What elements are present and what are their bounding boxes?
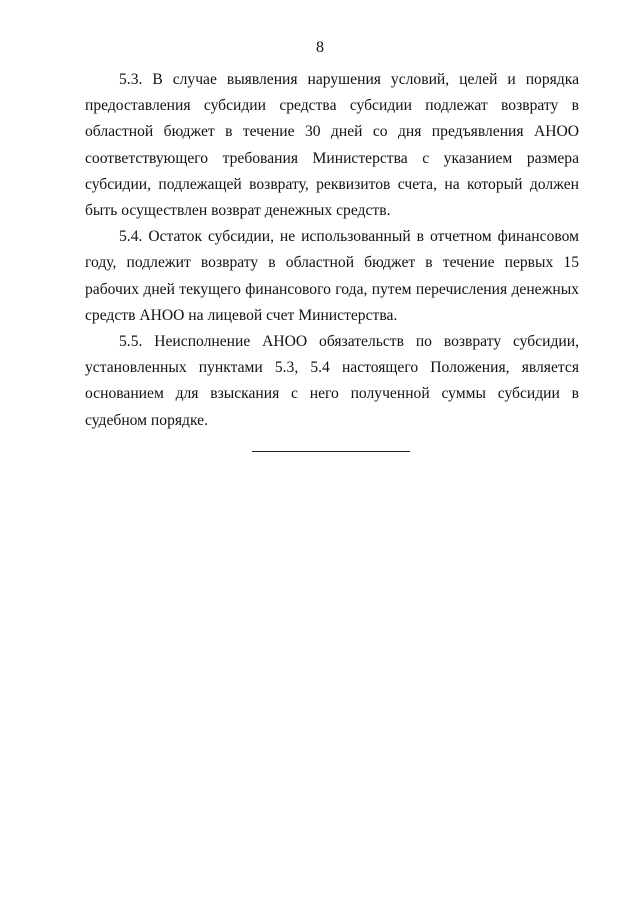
paragraph-5-5: 5.5. Неисполнение АНОО обязательств по возврату субсидии, установленных пунктами 5.3, 5.4 настоящего Положения, является основанием для взыскания с него полученной суммы субсидии в судебном порядке. <box>85 333 579 429</box>
end-of-document-rule <box>252 451 410 452</box>
page-number: 8 <box>316 39 324 56</box>
paragraph-5-4: 5.4. Остаток субсидии, не использованный в отчетном финансовом году, подлежит возврату в областной бюджет в течение первых 15 рабочих дней текущего финансового года, путем перечисления денежных средств АНОО на лицевой счет Министерства. <box>85 228 579 324</box>
paragraph-5-3: 5.3. В случае выявления нарушения условий, целей и порядка предоставления субсидии средства субсидии подлежат возврату в областной бюджет в течение 30 дней со дня предъявления АНОО соответствующего требования Министерства с указанием размера субсидии, подлежащей возврату, реквизитов счета, на который должен быть осуществлен возврат денежных средств. <box>85 71 579 220</box>
document-body <box>85 67 579 434</box>
